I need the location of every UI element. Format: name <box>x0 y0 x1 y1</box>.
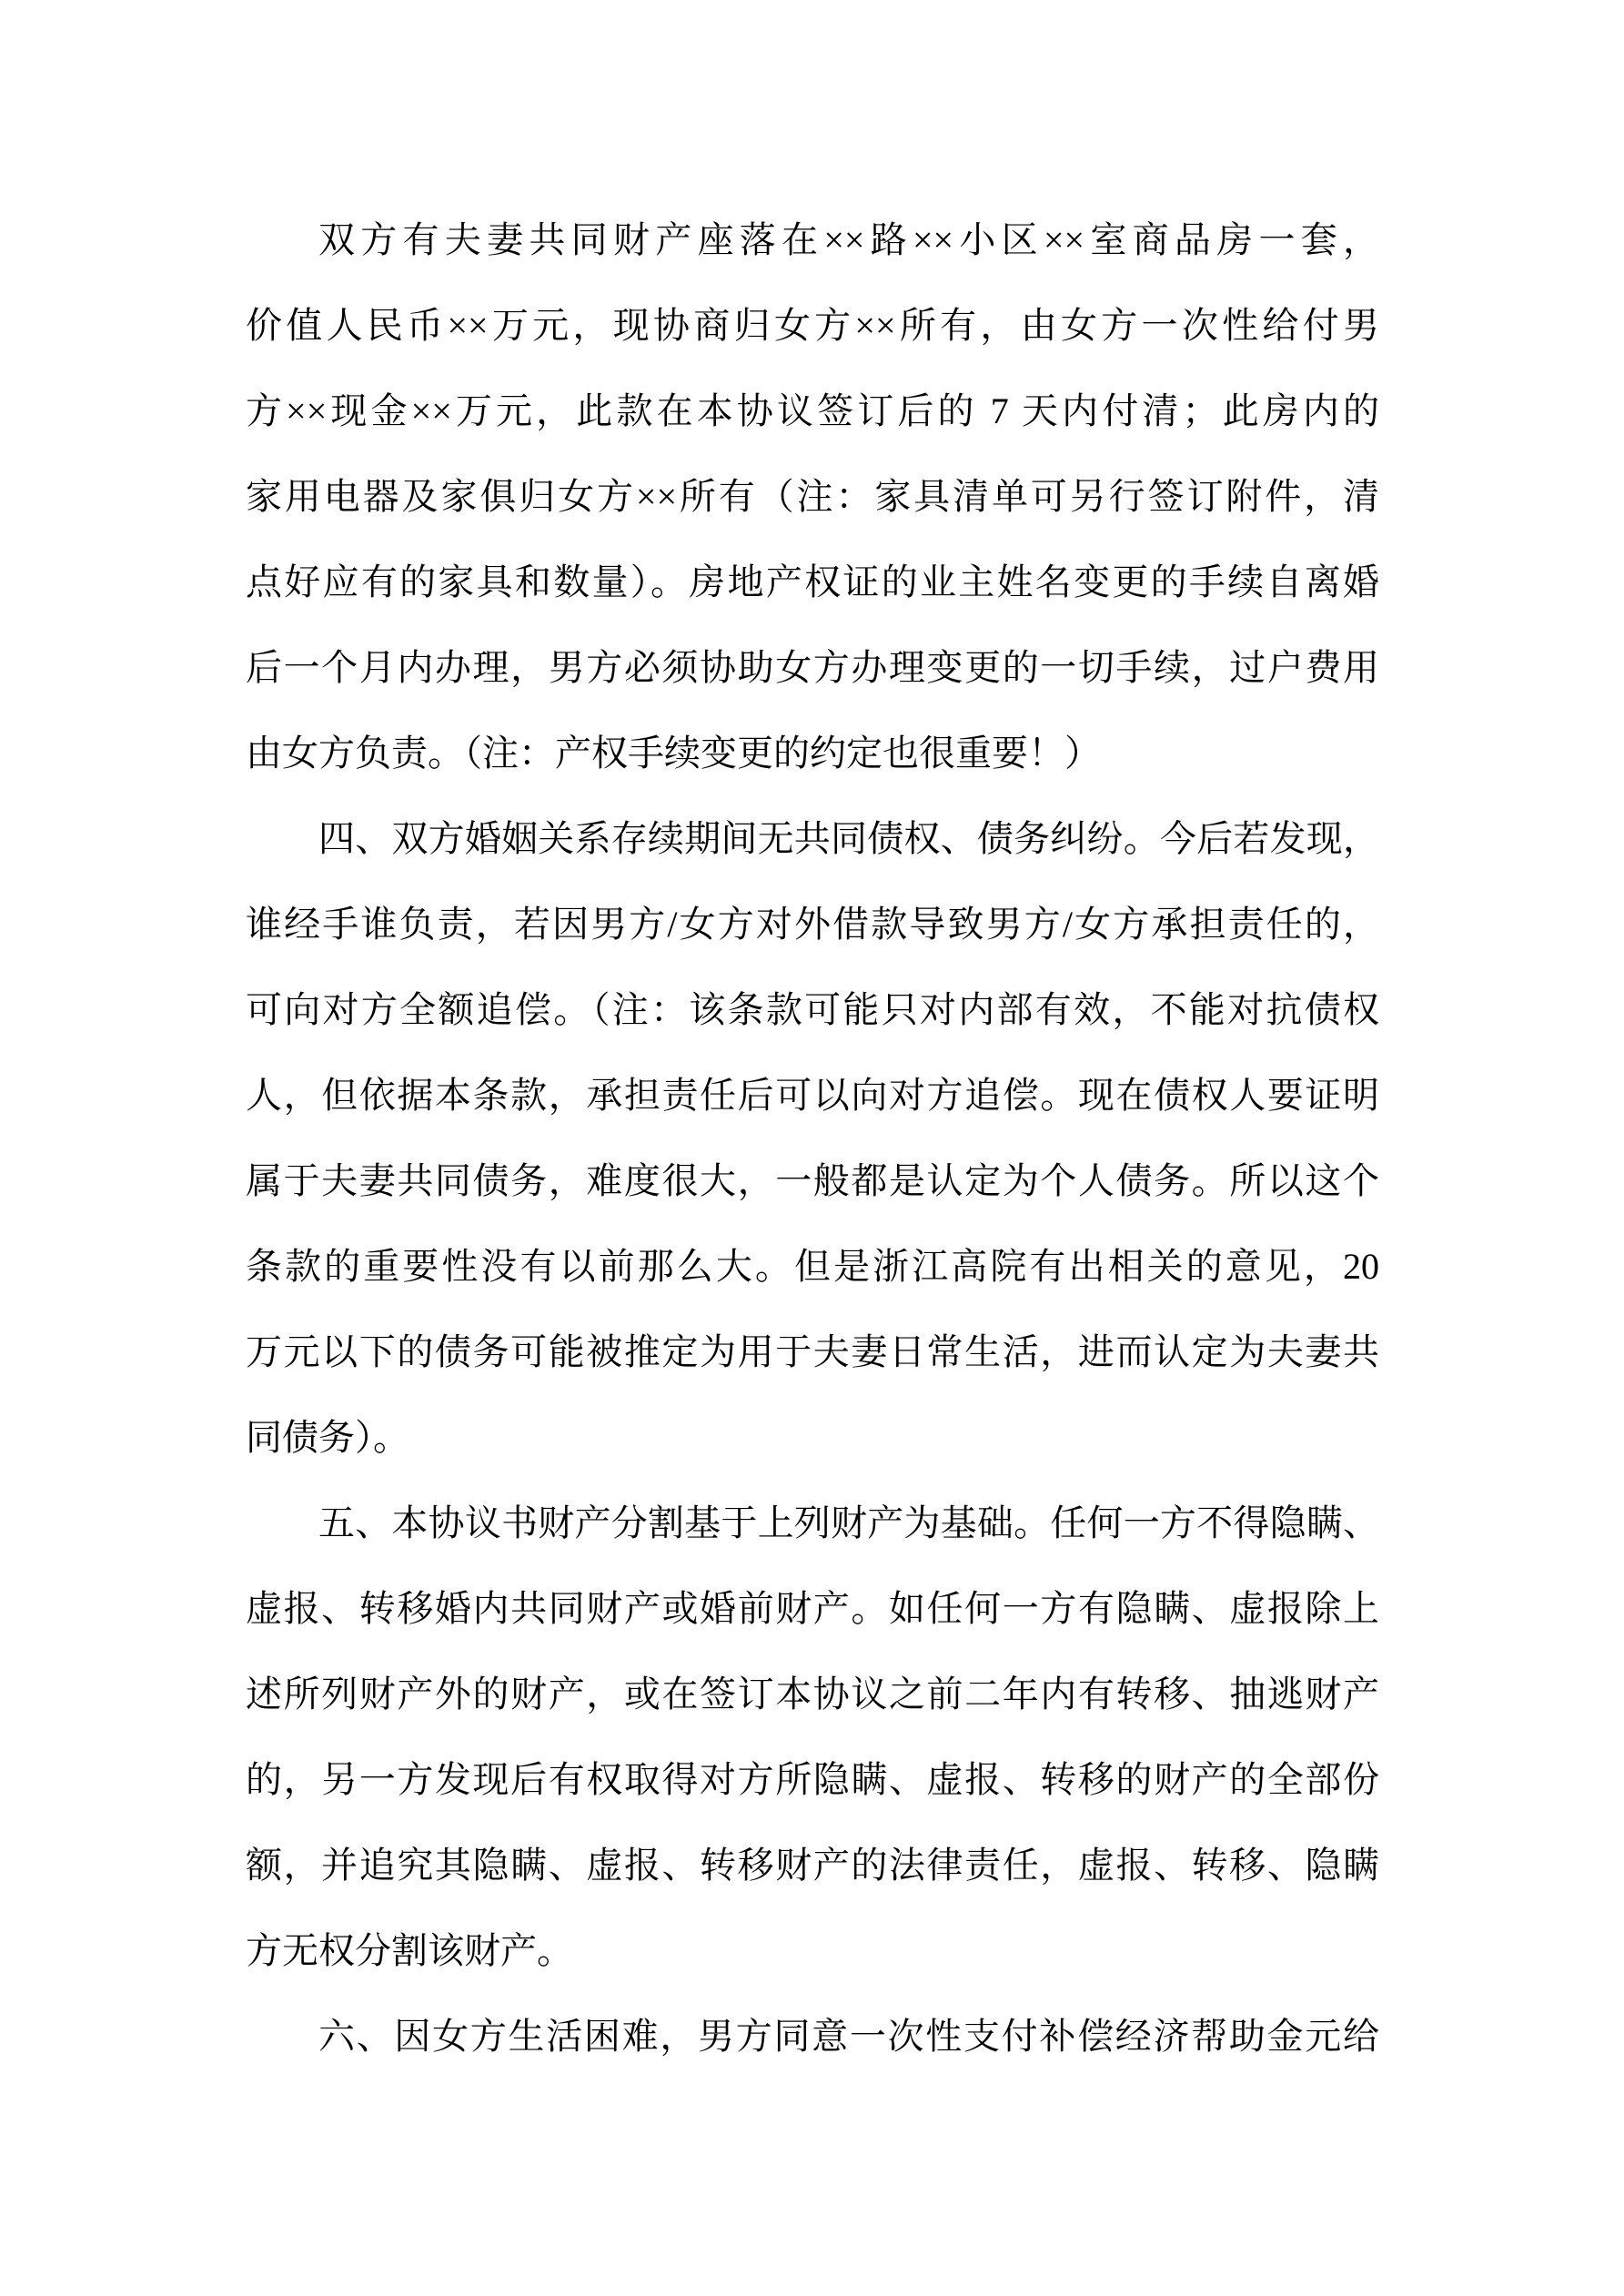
paragraph-clause-six-support <box>246 1994 1379 2079</box>
text-line: 五、本协议书财产分割基于上列财产为基础。任何一方不得隐瞒、 <box>318 1502 1379 1543</box>
text-line: 述所列财产外的财产，或在签订本协议之前二年内有转移、抽逃财产 <box>246 1674 1379 1714</box>
text-line: 额，并追究其隐瞒、虚报、转移财产的法律责任，虚报、转移、隐瞒 <box>246 1845 1379 1886</box>
text-line: 谁经手谁负责，若因男方/女方对外借款导致男方/女方承担责任的， <box>246 904 1379 945</box>
text-line: 属于夫妻共同债务，难度很大，一般都是认定为个人债务。所以这个 <box>246 1160 1379 1201</box>
text-line: 可向对方全额追偿。（注：该条款可能只对内部有效，不能对抗债权 <box>246 989 1379 1030</box>
text-line: 价值人民币××万元，现协商归女方××所有，由女方一次性给付男 <box>246 305 1379 346</box>
text-line: 方××现金××万元，此款在本协议签订后的 7 天内付清；此房内的 <box>246 390 1379 431</box>
text-line: 四、双方婚姻关系存续期间无共同债权、债务纠纷。今后若发现， <box>318 818 1379 859</box>
text-line: 点好应有的家具和数量）。房地产权证的业主姓名变更的手续自离婚 <box>246 561 1379 602</box>
text-line: 虚报、转移婚内共同财产或婚前财产。如任何一方有隐瞒、虚报除上 <box>246 1588 1379 1629</box>
text-line: 六、因女方生活困难，男方同意一次性支付补偿经济帮助金元给 <box>318 2016 1379 2057</box>
text-line: 同债务）。 <box>246 1417 409 1458</box>
text-line: 的，另一方发现后有权取得对方所隐瞒、虚报、转移的财产的全部份 <box>246 1759 1379 1800</box>
text-line: 条款的重要性没有以前那么大。但是浙江高院有出相关的意见，20 <box>246 1246 1379 1287</box>
document-body <box>246 197 1379 2079</box>
text-line: 后一个月内办理，男方必须协助女方办理变更的一切手续，过户费用 <box>246 647 1379 688</box>
text-line: 双方有夫妻共同财产座落在××路××小区××室商品房一套， <box>318 219 1379 260</box>
text-line: 家用电器及家俱归女方××所有（注：家具清单可另行签订附件，清 <box>246 476 1379 517</box>
text-line: 人，但依据本条款，承担责任后可以向对方追偿。现在债权人要证明 <box>246 1075 1379 1116</box>
text-line: 方无权分割该财产。 <box>246 1930 573 1971</box>
text-line: 万元以下的债务可能被推定为用于夫妻日常生活，进而认定为夫妻共 <box>246 1331 1379 1372</box>
paragraph-property-division <box>246 197 1379 796</box>
text-line: 由女方负责。（注：产权手续变更的约定也很重要！） <box>246 733 1101 774</box>
paragraph-clause-five-concealment <box>246 1481 1379 1994</box>
paragraph-clause-four-debts <box>246 796 1379 1481</box>
